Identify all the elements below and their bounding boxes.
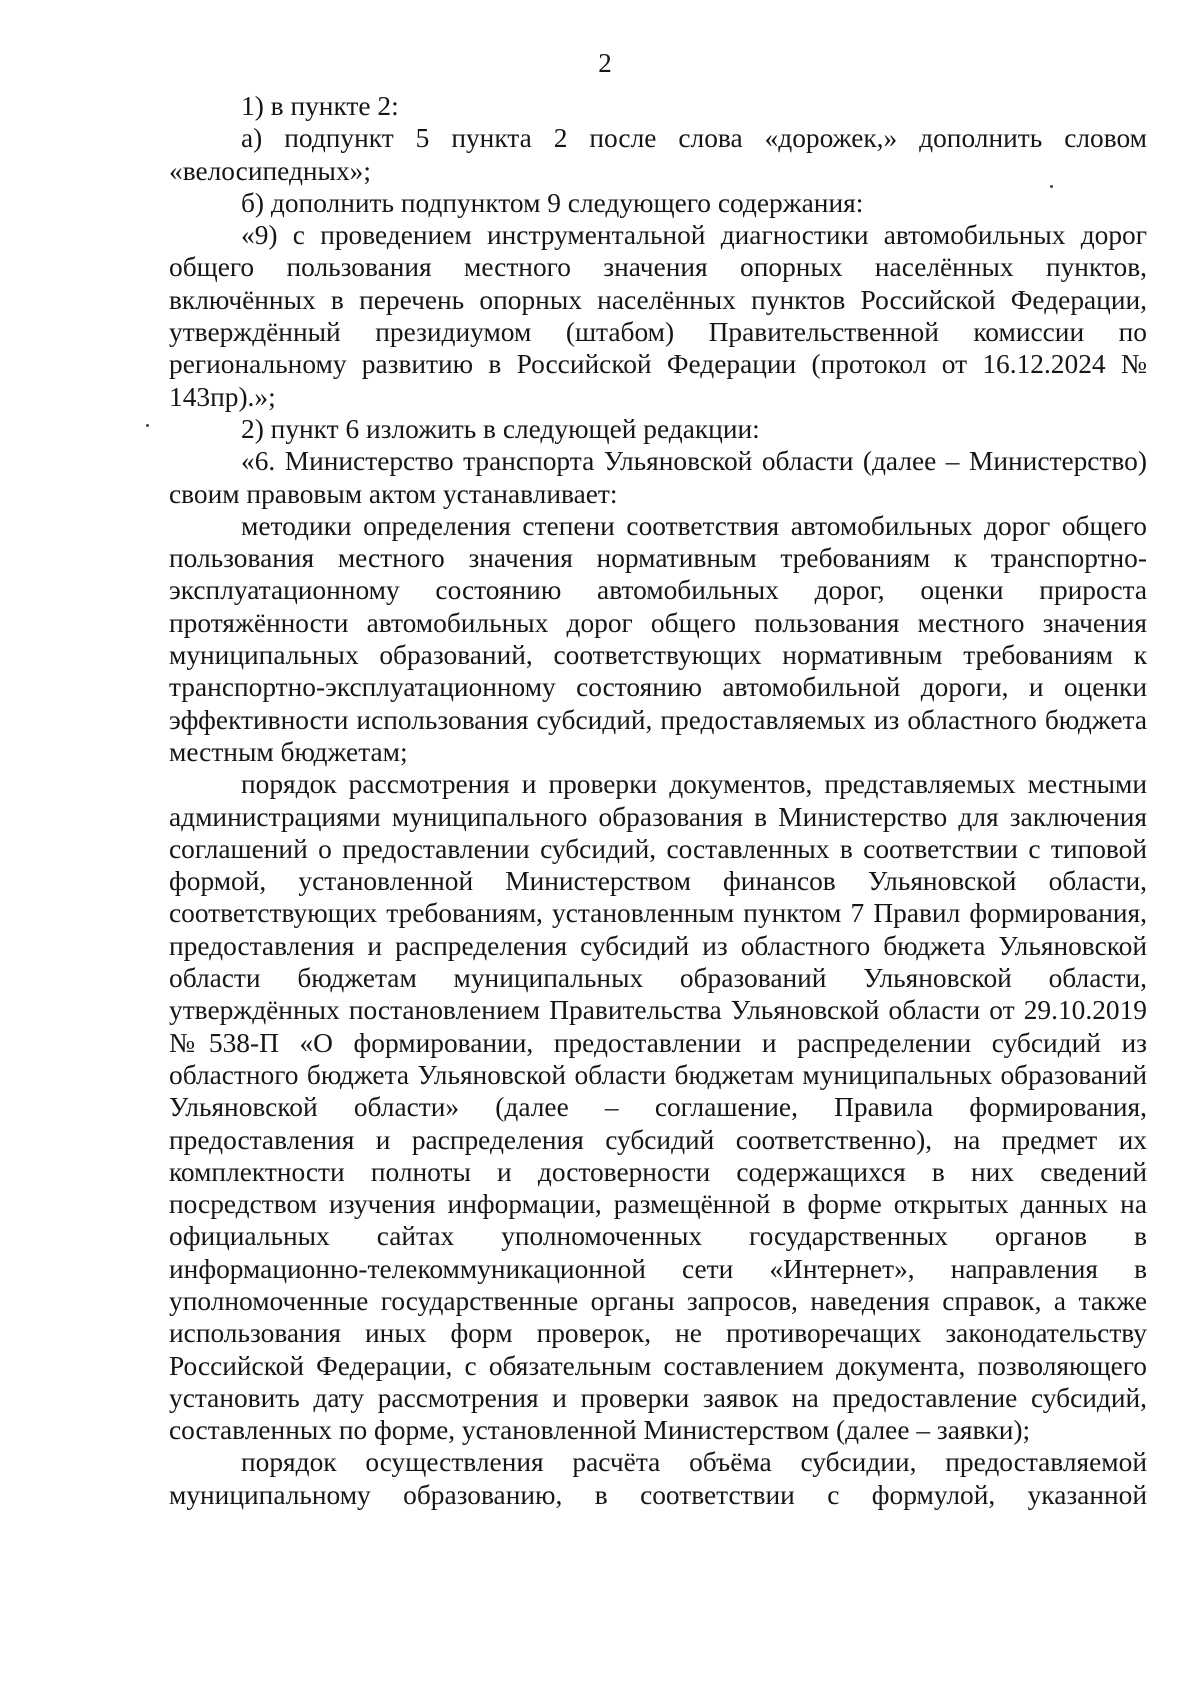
paragraph: порядок осуществления расчёта объёма субсидии, предоставляемой муниципальному образованию, в соответствии с формулой, указанной [169,1447,1147,1510]
paragraph: 2) пункт 6 изложить в следующей редакции: [241,413,760,444]
paragraph: «9) с проведением инструментальной диагностики автомобильных дорог общего пользования местного значения опорных населённых пунктов, включённых в перечень опорных населённых пунктов Российской Федерации, утверждённый президиумом (штабом) Правительственной комиссии по региональному развитию в Российской Федерации (протокол от 16.12.2024 № 143пр).»; [169,220,1147,412]
document-body [169,90,1147,1511]
page-number: 2 [598,48,612,78]
paragraph: б) дополнить подпунктом 9 следующего содержания: [241,187,864,218]
scan-speck [146,424,149,427]
paragraph: а) подпункт 5 пункта 2 после слова «дорожек,» дополнить словом «велосипедных»; [169,123,1147,186]
paragraph: порядок рассмотрения и проверки документов, представляемых местными администрациями муниципального образования в Министерство для заключения соглашений о предоставлении субсидий, составленных в соответствии с типовой формой, установленной Министерством финансов Ульяновской области, соответствующих требованиям, установленным пунктом 7 Правил формирования, предоставления и распределения субсидий из областного бюджета Ульяновской области бюджетам муниципальных образований Ульяновской области, утверждённых постановлением Правительства Ульяновской области от 29.10.2019 №538-П «О формировании, предоставлении и распределении субсидий из областного бюджета Ульяновской области бюджетам муниципальных образований Ульяновской области» (далее – соглашение, Правила формирования, предоставления и распределения субсидий соответственно), на предмет их комплектности полноты и достоверности содержащихся в них сведений посредством изучения информации, размещённой в форме открытых данных на официальных сайтах уполномоченных государственных органов в информационно-телекоммуникационной сети «Интернет», направления в уполномоченные государственные органы запросов, наведения справок, а также использования иных форм проверок, не противоречащих законодательству Российской Федерации, с обязательным составлением документа, позволяющего установить дату рассмотрения и проверки заявок на предоставление субсидий, составленных по форме, установленной Министерством (далее – заявки); [169,769,1147,1446]
paragraph: методики определения степени соответствия автомобильных дорог общего пользования местного значения нормативным требованиям к транспортно-эксплуатационному состоянию автомобильных дорог, оценки прироста протяжённости автомобильных дорог общего пользования местного значения муниципальных образований, соответствующих нормативным требованиям к транспортно-эксплуатационному состоянию автомобильной дороги, и оценки эффективности использования субсидий, предоставляемых из областного бюджета местным бюджетам; [169,510,1147,767]
scan-speck [1050,185,1053,188]
paragraph: 1) в пункте 2: [241,91,399,121]
paragraph: «6. Министерство транспорта Ульяновской области (далее – Министерство) своим правовым актом устанавливает: [169,446,1147,509]
